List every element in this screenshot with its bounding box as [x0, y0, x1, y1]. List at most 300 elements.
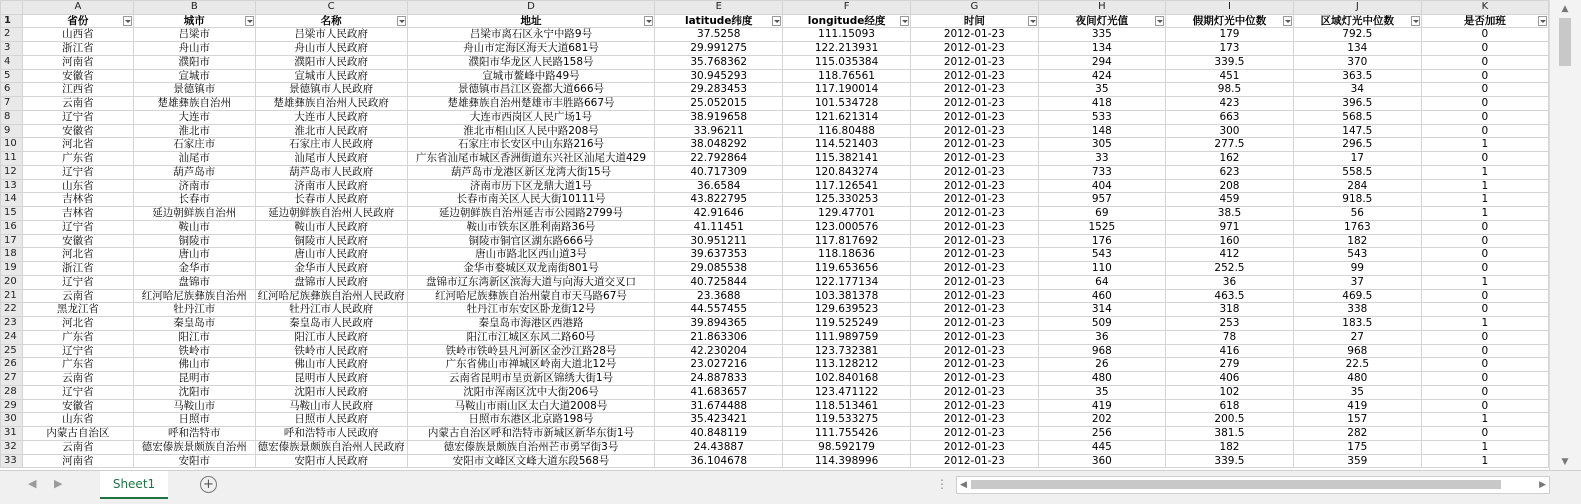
cell[interactable]: 吉林省: [22, 207, 133, 221]
cell[interactable]: 24.43887: [655, 440, 783, 454]
cell[interactable]: 103.381378: [783, 289, 911, 303]
cell[interactable]: 铜陵市人民政府: [255, 234, 407, 248]
cell[interactable]: 辽宁省: [22, 220, 133, 234]
cell[interactable]: 广东省汕尾市城区香洲街道东兴社区汕尾大道429: [407, 152, 655, 166]
cell[interactable]: 河北省: [22, 248, 133, 262]
cell[interactable]: 36: [1038, 330, 1165, 344]
cell[interactable]: 0: [1421, 220, 1548, 234]
cell[interactable]: 秦皇岛市海港区西港路: [407, 317, 655, 331]
row-number[interactable]: 25: [1, 344, 23, 358]
cell[interactable]: 济南市人民政府: [255, 179, 407, 193]
cell[interactable]: 安阳市人民政府: [255, 454, 407, 468]
filter-dropdown-icon[interactable]: [1155, 16, 1164, 26]
cell[interactable]: 宣城市: [133, 69, 255, 83]
cell[interactable]: 568.5: [1293, 110, 1421, 124]
cell[interactable]: 山东省: [22, 413, 133, 427]
cell[interactable]: 舟山市定海区海天大道681号: [407, 42, 655, 56]
cell[interactable]: 沈阳市人民政府: [255, 385, 407, 399]
cell[interactable]: 牡丹江市东安区卧龙街12号: [407, 303, 655, 317]
cell[interactable]: 480: [1038, 372, 1165, 386]
cell[interactable]: 红河哈尼族彝族自治州: [133, 289, 255, 303]
cell[interactable]: 葫芦岛市人民政府: [255, 165, 407, 179]
cell[interactable]: 279: [1166, 358, 1294, 372]
row-number[interactable]: 19: [1, 262, 23, 276]
cell[interactable]: 1: [1421, 207, 1548, 221]
cell[interactable]: 23.3688: [655, 289, 783, 303]
cell[interactable]: 盘锦市辽东湾新区滨海大道与向海大道交叉口: [407, 275, 655, 289]
row-number[interactable]: 15: [1, 207, 23, 221]
cell[interactable]: 日照市: [133, 413, 255, 427]
cell[interactable]: 2012-01-23: [911, 303, 1039, 317]
cell[interactable]: 404: [1038, 179, 1165, 193]
cell[interactable]: 鞍山市人民政府: [255, 220, 407, 234]
cell[interactable]: 安阳市: [133, 454, 255, 468]
cell[interactable]: 339.5: [1166, 454, 1294, 468]
cell[interactable]: 173: [1166, 42, 1294, 56]
cell[interactable]: 463.5: [1166, 289, 1294, 303]
cell[interactable]: 唐山市路北区西山道3号: [407, 248, 655, 262]
column-header-d[interactable]: D: [407, 1, 655, 15]
row-number[interactable]: 31: [1, 427, 23, 441]
cell[interactable]: 296.5: [1293, 138, 1421, 152]
cell[interactable]: 115.382141: [783, 152, 911, 166]
cell[interactable]: 铁岭市人民政府: [255, 344, 407, 358]
cell[interactable]: 69: [1038, 207, 1165, 221]
cell[interactable]: 339.5: [1166, 55, 1294, 69]
cell[interactable]: 300: [1166, 124, 1294, 138]
row-number[interactable]: 6: [1, 83, 23, 97]
cell[interactable]: 360: [1038, 454, 1165, 468]
cell[interactable]: 云南省: [22, 440, 133, 454]
filter-dropdown-icon[interactable]: [123, 16, 132, 26]
cell[interactable]: 98.5: [1166, 83, 1294, 97]
cell[interactable]: 294: [1038, 55, 1165, 69]
cell[interactable]: 安徽省: [22, 399, 133, 413]
cell[interactable]: 0: [1421, 385, 1548, 399]
cell[interactable]: 115.035384: [783, 55, 911, 69]
more-options-icon[interactable]: ⋮: [936, 477, 948, 491]
filter-dropdown-icon[interactable]: [1283, 16, 1292, 26]
cell[interactable]: 2012-01-23: [911, 427, 1039, 441]
cell[interactable]: 景德镇市人民政府: [255, 83, 407, 97]
cell[interactable]: 469.5: [1293, 289, 1421, 303]
cell[interactable]: 金华市人民政府: [255, 262, 407, 276]
column-header-a[interactable]: A: [22, 1, 133, 15]
cell[interactable]: 1: [1421, 413, 1548, 427]
cell[interactable]: 广东省: [22, 330, 133, 344]
cell[interactable]: 延边朝鲜族自治州人民政府: [255, 207, 407, 221]
row-number[interactable]: 1: [1, 14, 23, 28]
cell[interactable]: 德宏傣族景颇族自治州芒市勇罕街3号: [407, 440, 655, 454]
column-header-b[interactable]: B: [133, 1, 255, 15]
cell[interactable]: 33: [1038, 152, 1165, 166]
cell[interactable]: 117.817692: [783, 234, 911, 248]
cell[interactable]: 460: [1038, 289, 1165, 303]
row-number[interactable]: 3: [1, 42, 23, 56]
cell[interactable]: 623: [1166, 165, 1294, 179]
cell[interactable]: 长春市南关区人民大街10111号: [407, 193, 655, 207]
cell[interactable]: 唐山市人民政府: [255, 248, 407, 262]
cell[interactable]: 0: [1421, 344, 1548, 358]
row-number[interactable]: 23: [1, 317, 23, 331]
cell[interactable]: 德宏傣族景颇族自治州: [133, 440, 255, 454]
horizontal-scrollbar[interactable]: [956, 476, 1550, 494]
cell[interactable]: 景德镇市昌江区瓷都大道666号: [407, 83, 655, 97]
cell[interactable]: 延边朝鲜族自治州: [133, 207, 255, 221]
filter-dropdown-icon[interactable]: [397, 16, 406, 26]
cell[interactable]: 1763: [1293, 220, 1421, 234]
header-cell[interactable]: [1293, 14, 1421, 28]
cell[interactable]: 663: [1166, 110, 1294, 124]
cell[interactable]: 125.330253: [783, 193, 911, 207]
cell[interactable]: 舟山市: [133, 42, 255, 56]
row-number[interactable]: 26: [1, 358, 23, 372]
cell[interactable]: 大连市西岗区人民广场1号: [407, 110, 655, 124]
cell[interactable]: 183.5: [1293, 317, 1421, 331]
cell[interactable]: 葫芦岛市龙港区新区龙湾大街15号: [407, 165, 655, 179]
cell[interactable]: 277.5: [1166, 138, 1294, 152]
cell[interactable]: 118.513461: [783, 399, 911, 413]
cell[interactable]: 0: [1421, 330, 1548, 344]
cell[interactable]: 山西省: [22, 28, 133, 42]
cell[interactable]: 2012-01-23: [911, 110, 1039, 124]
cell[interactable]: 160: [1166, 234, 1294, 248]
column-header-j[interactable]: J: [1293, 1, 1421, 15]
cell[interactable]: 918.5: [1293, 193, 1421, 207]
cell[interactable]: 34: [1293, 83, 1421, 97]
cell[interactable]: 182: [1293, 234, 1421, 248]
cell[interactable]: 123.000576: [783, 220, 911, 234]
cell[interactable]: 43.822795: [655, 193, 783, 207]
cell[interactable]: 117.190014: [783, 83, 911, 97]
cell[interactable]: 2012-01-23: [911, 55, 1039, 69]
cell[interactable]: 阳江市人民政府: [255, 330, 407, 344]
row-number[interactable]: 22: [1, 303, 23, 317]
scroll-down-icon[interactable]: ▼: [1561, 457, 1569, 467]
cell[interactable]: 1: [1421, 138, 1548, 152]
row-number[interactable]: 2: [1, 28, 23, 42]
cell[interactable]: 36.104678: [655, 454, 783, 468]
cell[interactable]: 德宏傣族景颇族自治州人民政府: [255, 440, 407, 454]
filter-dropdown-icon[interactable]: [1411, 16, 1420, 26]
cell[interactable]: 0: [1421, 399, 1548, 413]
cell[interactable]: 2012-01-23: [911, 152, 1039, 166]
select-all-corner[interactable]: [1, 1, 23, 15]
cell[interactable]: 广东省: [22, 152, 133, 166]
cell[interactable]: 2012-01-23: [911, 413, 1039, 427]
cell[interactable]: 22.5: [1293, 358, 1421, 372]
cell[interactable]: 2012-01-23: [911, 165, 1039, 179]
row-number[interactable]: 29: [1, 399, 23, 413]
cell[interactable]: 282: [1293, 427, 1421, 441]
cell[interactable]: 419: [1038, 399, 1165, 413]
cell[interactable]: 157: [1293, 413, 1421, 427]
cell[interactable]: 2012-01-23: [911, 179, 1039, 193]
cell[interactable]: 2012-01-23: [911, 124, 1039, 138]
cell[interactable]: 182: [1166, 440, 1294, 454]
filter-dropdown-icon[interactable]: [772, 16, 781, 26]
cell[interactable]: 红河哈尼族彝族自治州人民政府: [255, 289, 407, 303]
cell[interactable]: 25.052015: [655, 97, 783, 111]
row-number[interactable]: 12: [1, 165, 23, 179]
cell[interactable]: 汕尾市人民政府: [255, 152, 407, 166]
cell[interactable]: 2012-01-23: [911, 234, 1039, 248]
cell[interactable]: 2012-01-23: [911, 454, 1039, 468]
cell[interactable]: 284: [1293, 179, 1421, 193]
cell[interactable]: 37: [1293, 275, 1421, 289]
cell[interactable]: 2012-01-23: [911, 317, 1039, 331]
cell[interactable]: 河北省: [22, 138, 133, 152]
cell[interactable]: 102.840168: [783, 372, 911, 386]
cell[interactable]: 305: [1038, 138, 1165, 152]
cell[interactable]: 0: [1421, 289, 1548, 303]
cell[interactable]: 40.725844: [655, 275, 783, 289]
cell[interactable]: 沈阳市浑南区沈中大街206号: [407, 385, 655, 399]
row-number[interactable]: 8: [1, 110, 23, 124]
cell[interactable]: 河南省: [22, 454, 133, 468]
cell[interactable]: 118.18636: [783, 248, 911, 262]
cell[interactable]: 2012-01-23: [911, 440, 1039, 454]
cell[interactable]: 舟山市人民政府: [255, 42, 407, 56]
cell[interactable]: 0: [1421, 69, 1548, 83]
cell[interactable]: 昆明市人民政府: [255, 372, 407, 386]
cell[interactable]: 云南省: [22, 289, 133, 303]
cell[interactable]: 盘锦市: [133, 275, 255, 289]
cell[interactable]: 148: [1038, 124, 1165, 138]
cell[interactable]: 396.5: [1293, 97, 1421, 111]
cell[interactable]: 123.471122: [783, 385, 911, 399]
cell[interactable]: 牡丹江市: [133, 303, 255, 317]
cell[interactable]: 21.863306: [655, 330, 783, 344]
cell[interactable]: 0: [1421, 110, 1548, 124]
cell[interactable]: 2012-01-23: [911, 289, 1039, 303]
cell[interactable]: 381.5: [1166, 427, 1294, 441]
cell[interactable]: 楚雄彝族自治州: [133, 97, 255, 111]
cell[interactable]: 云南省: [22, 97, 133, 111]
cell[interactable]: 30.945293: [655, 69, 783, 83]
row-number[interactable]: 16: [1, 220, 23, 234]
cell[interactable]: 118.76561: [783, 69, 911, 83]
cell[interactable]: 0: [1421, 97, 1548, 111]
cell[interactable]: 铜陵市铜官区湖东路666号: [407, 234, 655, 248]
cell[interactable]: 41.683657: [655, 385, 783, 399]
cell[interactable]: 吕梁市离石区永宁中路9号: [407, 28, 655, 42]
cell[interactable]: 吕梁市人民政府: [255, 28, 407, 42]
row-number[interactable]: 10: [1, 138, 23, 152]
cell[interactable]: 26: [1038, 358, 1165, 372]
cell[interactable]: 78: [1166, 330, 1294, 344]
cell[interactable]: 吉林省: [22, 193, 133, 207]
cell[interactable]: 122.177134: [783, 275, 911, 289]
cell[interactable]: 480: [1293, 372, 1421, 386]
vertical-scroll-thumb[interactable]: [1559, 18, 1571, 66]
cell[interactable]: 马鞍山市人民政府: [255, 399, 407, 413]
cell[interactable]: 2012-01-23: [911, 275, 1039, 289]
cell[interactable]: 122.213931: [783, 42, 911, 56]
cell[interactable]: 733: [1038, 165, 1165, 179]
cell[interactable]: 1: [1421, 179, 1548, 193]
cell[interactable]: 2012-01-23: [911, 220, 1039, 234]
horizontal-scroll-thumb[interactable]: [971, 480, 1501, 489]
cell[interactable]: 1: [1421, 454, 1548, 468]
cell[interactable]: 延边朝鲜族自治州延吉市公园路2799号: [407, 207, 655, 221]
cell[interactable]: 长春市: [133, 193, 255, 207]
cell[interactable]: 424: [1038, 69, 1165, 83]
cell[interactable]: 2012-01-23: [911, 330, 1039, 344]
cell[interactable]: 2012-01-23: [911, 193, 1039, 207]
cell[interactable]: 101.534728: [783, 97, 911, 111]
cell[interactable]: 24.887833: [655, 372, 783, 386]
scroll-up-icon[interactable]: ▲: [1561, 4, 1569, 14]
cell[interactable]: 大连市人民政府: [255, 110, 407, 124]
cell[interactable]: 29.085538: [655, 262, 783, 276]
cell[interactable]: 汕尾市: [133, 152, 255, 166]
cell[interactable]: 119.525249: [783, 317, 911, 331]
cell[interactable]: 36.6584: [655, 179, 783, 193]
cell[interactable]: 1525: [1038, 220, 1165, 234]
cell[interactable]: 29.991275: [655, 42, 783, 56]
cell[interactable]: 楚雄彝族自治州人民政府: [255, 97, 407, 111]
row-number[interactable]: 30: [1, 413, 23, 427]
cell[interactable]: 2012-01-23: [911, 248, 1039, 262]
cell[interactable]: 濮阳市华龙区人民路158号: [407, 55, 655, 69]
cell[interactable]: 广东省: [22, 358, 133, 372]
cell[interactable]: 秦皇岛市: [133, 317, 255, 331]
cell[interactable]: 安徽省: [22, 234, 133, 248]
cell[interactable]: 濮阳市人民政府: [255, 55, 407, 69]
cell[interactable]: 22.792864: [655, 152, 783, 166]
cell[interactable]: 121.621314: [783, 110, 911, 124]
cell[interactable]: 116.80488: [783, 124, 911, 138]
cell[interactable]: 35: [1293, 385, 1421, 399]
cell[interactable]: 119.653656: [783, 262, 911, 276]
cell[interactable]: 0: [1421, 55, 1548, 69]
column-header-g[interactable]: G: [911, 1, 1039, 15]
row-number[interactable]: 18: [1, 248, 23, 262]
cell[interactable]: 安阳市文峰区文峰大道东段568号: [407, 454, 655, 468]
filter-dropdown-icon[interactable]: [1028, 16, 1037, 26]
prev-sheet-icon[interactable]: ◀: [28, 477, 37, 490]
cell[interactable]: 29.283453: [655, 83, 783, 97]
cell[interactable]: 445: [1038, 440, 1165, 454]
header-cell[interactable]: [22, 14, 133, 28]
cell[interactable]: 1: [1421, 440, 1548, 454]
cell[interactable]: 31.674488: [655, 399, 783, 413]
filter-dropdown-icon[interactable]: [245, 16, 254, 26]
cell[interactable]: 沈阳市: [133, 385, 255, 399]
filter-dropdown-icon[interactable]: [900, 16, 909, 26]
cell[interactable]: 0: [1421, 28, 1548, 42]
cell[interactable]: 2012-01-23: [911, 28, 1039, 42]
cell[interactable]: 河南省: [22, 55, 133, 69]
cell[interactable]: 202: [1038, 413, 1165, 427]
cell[interactable]: 162: [1166, 152, 1294, 166]
cell[interactable]: 云南省: [22, 372, 133, 386]
cell[interactable]: 56: [1293, 207, 1421, 221]
cell[interactable]: 2012-01-23: [911, 358, 1039, 372]
cell[interactable]: 370: [1293, 55, 1421, 69]
cell[interactable]: 0: [1421, 42, 1548, 56]
cell[interactable]: 102: [1166, 385, 1294, 399]
column-header-i[interactable]: I: [1166, 1, 1294, 15]
cell[interactable]: 200.5: [1166, 413, 1294, 427]
cell[interactable]: 117.126541: [783, 179, 911, 193]
cell[interactable]: 134: [1038, 42, 1165, 56]
cell[interactable]: 419: [1293, 399, 1421, 413]
cell[interactable]: 铁岭市铁岭县凡河新区金沙江路28号: [407, 344, 655, 358]
cell[interactable]: 30.951211: [655, 234, 783, 248]
row-number[interactable]: 20: [1, 275, 23, 289]
cell[interactable]: 0: [1421, 248, 1548, 262]
cell[interactable]: 楚雄彝族自治州楚雄市丰胜路667号: [407, 97, 655, 111]
header-cell[interactable]: [407, 14, 655, 28]
cell[interactable]: 35.423421: [655, 413, 783, 427]
cell[interactable]: 2012-01-23: [911, 399, 1039, 413]
cell[interactable]: 363.5: [1293, 69, 1421, 83]
cell[interactable]: 179: [1166, 28, 1294, 42]
cell[interactable]: 42.230204: [655, 344, 783, 358]
cell[interactable]: 111.755426: [783, 427, 911, 441]
cell[interactable]: 2012-01-23: [911, 69, 1039, 83]
cell[interactable]: 412: [1166, 248, 1294, 262]
scroll-left-icon[interactable]: ◀: [960, 480, 967, 490]
cell[interactable]: 37.5258: [655, 28, 783, 42]
cell[interactable]: 0: [1421, 358, 1548, 372]
cell[interactable]: 呼和浩特市: [133, 427, 255, 441]
cell[interactable]: 618: [1166, 399, 1294, 413]
cell[interactable]: 2012-01-23: [911, 97, 1039, 111]
cell[interactable]: 42.91646: [655, 207, 783, 221]
cell[interactable]: 0: [1421, 427, 1548, 441]
scroll-right-icon[interactable]: ▶: [1539, 480, 1546, 490]
cell[interactable]: 110: [1038, 262, 1165, 276]
filter-dropdown-icon[interactable]: [644, 16, 653, 26]
cell[interactable]: 大连市: [133, 110, 255, 124]
header-cell[interactable]: [255, 14, 407, 28]
cell[interactable]: 景德镇市: [133, 83, 255, 97]
cell[interactable]: 佛山市: [133, 358, 255, 372]
row-number[interactable]: 14: [1, 193, 23, 207]
header-cell[interactable]: [911, 14, 1039, 28]
cell[interactable]: 129.47701: [783, 207, 911, 221]
cell[interactable]: 马鞍山市雨山区太白大道2008号: [407, 399, 655, 413]
sheet-tab[interactable]: Sheet1: [100, 471, 168, 499]
row-number[interactable]: 24: [1, 330, 23, 344]
cell[interactable]: 鞍山市铁东区胜利南路36号: [407, 220, 655, 234]
cell[interactable]: 山东省: [22, 179, 133, 193]
cell[interactable]: 辽宁省: [22, 110, 133, 124]
cell[interactable]: 济南市历下区龙鼎大道1号: [407, 179, 655, 193]
cell[interactable]: 辽宁省: [22, 275, 133, 289]
cell[interactable]: 418: [1038, 97, 1165, 111]
header-cell[interactable]: [655, 14, 783, 28]
cell[interactable]: 451: [1166, 69, 1294, 83]
header-cell[interactable]: [1166, 14, 1294, 28]
cell[interactable]: 957: [1038, 193, 1165, 207]
cell[interactable]: 175: [1293, 440, 1421, 454]
cell[interactable]: 113.128212: [783, 358, 911, 372]
cell[interactable]: 唐山市: [133, 248, 255, 262]
cell[interactable]: 0: [1421, 152, 1548, 166]
header-cell[interactable]: [1038, 14, 1165, 28]
cell[interactable]: 35: [1038, 385, 1165, 399]
row-number[interactable]: 9: [1, 124, 23, 138]
cell[interactable]: 濮阳市: [133, 55, 255, 69]
cell[interactable]: 秦皇岛市人民政府: [255, 317, 407, 331]
cell[interactable]: 64: [1038, 275, 1165, 289]
cell[interactable]: 石家庄市人民政府: [255, 138, 407, 152]
cell[interactable]: 金华市: [133, 262, 255, 276]
